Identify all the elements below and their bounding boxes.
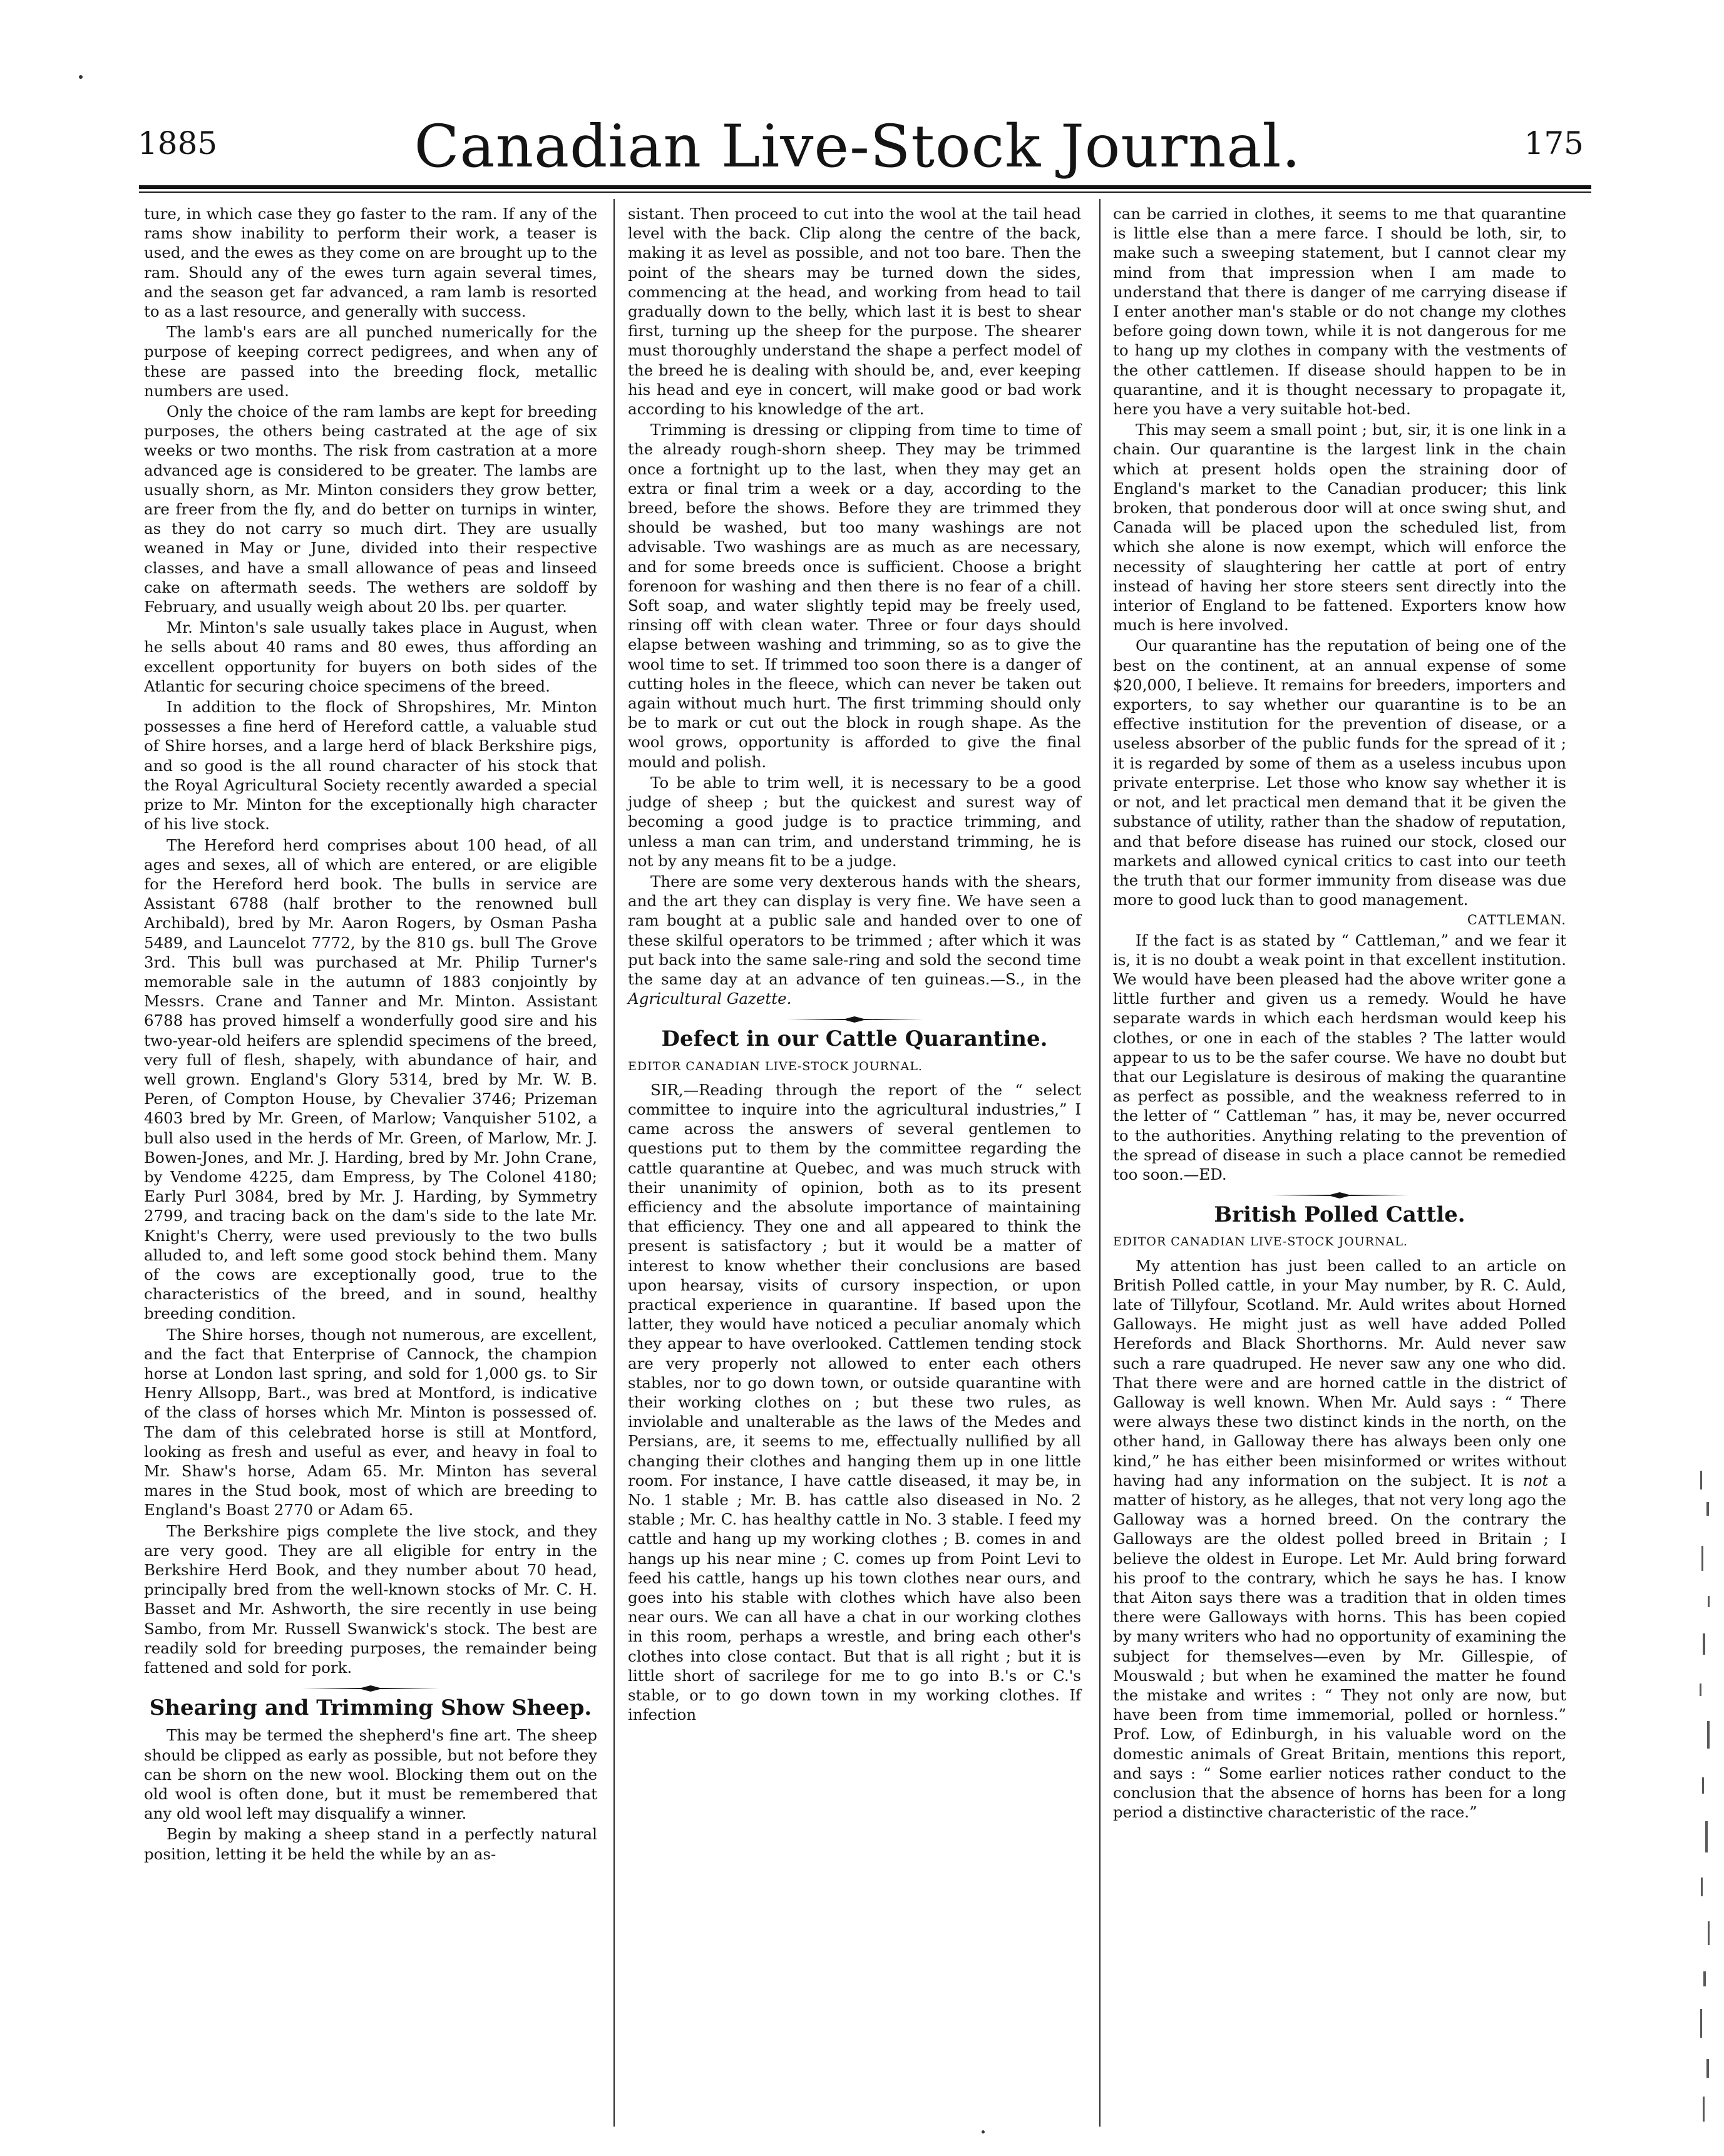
paragraph: Trimming is dressing or clipping from time to time of the already rough-shorn sheep. They may be trimmed once a fortnight up to the last, when they may get an extra or final trim a week or a day, according to the breed, before the shows. Before they are trimmed they should be washed, but too many washings are not advisable. Two washings are as much as are necessary, and for some breeds once is sufficient. Choose a bright forenoon for washing and then there is no fear of a chill. Soft soap, and water slightly tepid may be freely used, rinsing off with clean water. Three or four days should elapse between washing and trimming, so as to give the wool time to set. If trimmed too soon there is a danger of cutting holes in the fleece, which can never be taken out again without much hurt. The first trimming should only be to mark or cut out the block in rough shape. As the wool grows, opportunity is afforded to give the final mould and polish. [628, 421, 1081, 771]
column-divider [613, 199, 615, 2127]
article-heading: Defect in our Cattle Quarantine. [661, 1026, 1048, 1052]
column-1 [144, 204, 597, 1865]
paragraph: can be carried in clothes, it seems to me that quarantine is little else than a mere farce. I should be loth, sir, to make such a sweeping statement, but I cannot clear my mind from that impression when I am made to understand that there is danger of me carrying disease if I enter another man's stable or do not change my clothes before going down town, while it is not dangerous for me to hang up my clothes in company with the vestments of the other cattlemen. If disease should happen to be in quarantine, and it is thought necessary to propagate it, here you have a very suitable hot-bed. [1113, 205, 1566, 419]
source-citation: Agricultural Gazette. [628, 989, 792, 1008]
paragraph-text: a matter of history, as he alleges, that not very long ago the Galloway was a horned breed. On the contrary the Galloways are the oldest polled breed in Britain ; I believe the oldest in Europe. Let Mr. Auld bring forward his proof to the contrary, which he says he has. I know that Aiton says there was a tradition that in olden times there were Galloways with horns. This has been copied by many writers who had no opportunity of examining the subject for themselves—even by Mr. Gillespie, of Mouswald ; but when he examined the matter he found the mistake and writes : “ They not only are now, but have been from time immemorial, polled or hornless.” Prof. Low, of Edinburgh, in his valuable word on the domestic animals of Great Britain, mentions this report, and says : “ Some earlier notices rather conduct to the conclusion that the absence of horns has been for a long period a distinctive characteristic of the race.” [1113, 1471, 1567, 1822]
scan-speck [79, 75, 83, 79]
article-heading: Shearing and Trimming Show Sheep. [149, 1695, 592, 1721]
issue-year: 1885 [138, 125, 218, 161]
letter-signature: CATTLEMAN. [1467, 912, 1566, 928]
page-header [125, 106, 1590, 188]
paragraph-text: There are some very dexterous hands with the shears, and the art they can display is very fine. We have seen a ram bought at a public sale and handed over to one of these skilful operators to be trimmed ; after which it was put back into the same sale-ring and sold the second time the same day at an advance of ten guineas.—S., in the [628, 872, 1081, 988]
paragraph: The Shire horses, though not numerous, are excellent, and the fact that Enterprise of Cannock, the champion horse at London last spring, and sold for 1,000 gs. to Sir Henry Allsopp, Bart., was bred at Montford, is indicative of the class of horses which Mr. Minton is possessed of. The dam of this celebrated horse is still at Montford, looking as fresh and useful as ever, and heavy in foal to Mr. Shaw's horse, Adam 65. Mr. Minton has several mares in the Stud book, most of which are breeding to England's Boast 2770 or Adam 65. [144, 1325, 597, 1520]
paragraph: The Hereford herd comprises about 100 head, of all ages and sexes, all of which are entered, or are eligible for the Hereford herd book. The bulls in service are Assistant 6788 (half brother to the renowned bull Archibald), bred by Mr. Aaron Rogers, by Osman Pasha 5489, and Launcelot 7772, by the 810 gs. bull The Grove 3rd. This bull was purchased at Mr. Philip Turner's memorable sale in the autumn of 1883 conjointly by Messrs. Crane and Tanner and Mr. Minton. Assistant 6788 has proved himself a wonderfully good sire and his two-year-old heifers are splendid specimens of the breed, very full of flesh, shapely, with abundance of hair, and well grown. England's Glory 5314, bred by Mr. W. B. Peren, of Compton House, by Chevalier 3746; Prizeman 4603 bred by Mr. Green, of Marlow; Vanquisher 5102, a bull also used in the herds of Mr. Green, of Marlow, Mr. J. Bowen-Jones, and Mr. J. Harding, bred by Mr. John Crane, by Vendome 4225, dam Empress, by The Colonel 4180; Early Purl 3084, bred by Mr. J. Harding, by Symmetry 2799, and tracing back on the dam's side to the late Mr. Knight's Cherry, were used previously to the two bulls alluded to, and left some good stock behind them. Many of the cows are exceptionally good, true to the characteristics of the breed, and in sound, healthy breeding condition. [144, 835, 597, 1323]
column-divider [1099, 199, 1101, 2127]
paragraph-text: My attention has just been called to an article on British Polled cattle, in your May number, by R. C. Auld, late of Tillyfour, Scotland. Mr. Auld writes about Horned Galloways. He might just as well have added Polled Herefords and Black Shorthorns. Mr. Auld never saw such a rare quadruped. He never saw any one who did. That there were and are horned cattle in the district of Galloway is well known. When Mr. Auld says : “ There were always these two distinct kinds in the north, on the other hand, in Galloway there has always been only one kind,” he has either been misinformed or writes without having had any information on the subject. It is [1113, 1256, 1566, 1489]
scan-edge-artifact [1698, 1471, 1714, 2128]
paragraph: To be able to trim well, it is necessary to be a good judge of sheep ; but the quickest and surest way of becoming a good judge is to practice trimming, and unless a man can trim, and understand trimming, he is not by any means fit to be a judge. [628, 773, 1081, 870]
paragraph: Only the choice of the ram lambs are kept for breeding purposes, the others being castrated at the age of six weeks or two months. The risk from castration at a more advanced age is considered to be greater. The lambs are usually shorn, as Mr. Minton considers they grow better, are freer from the fly, and do better on turnips in winter, as they do not carry so much dirt. They are usually weaned in May or June, divided into their respective classes, and have a small allowance of peas and linseed cake on aftermath seeds. The wethers are soldoff by February, and usually weigh about 20 lbs. per quarter. [144, 402, 597, 616]
editor-salutation: EDITOR CANADIAN LIVE-STOCK JOURNAL. [628, 1059, 923, 1073]
paragraph: Our quarantine has the reputation of being one of the best on the continent, at an annual expense of some $20,000, I believe. It remains for breeders, importers and exporters, to say whether our quarantine is to be an effective institution for the prevention of disease, or a useless absorber of the public funds for the spread of it ; it is regarded by some of them as a useless incubus upon private enterprise. Let those who know say whether it is or not, and let practical men demand that it be given the substance of utility, rather than the shadow of reputation, and that before disease has ruined our stock, closed our markets and allowed cynical critics to cast into our teeth the truth that our former immunity from disease was due more to good luck than to good management. [1113, 636, 1566, 909]
journal-title: Canadian Live-Stock Journal. [414, 113, 1301, 181]
paragraph: The Berkshire pigs complete the live stock, and they are very good. They are all eligible for entry in the Berkshire Herd Book, and they number about 70 head, principally bred from the well-known stocks of Mr. C. H. Basset and Mr. Ashworth, the sire recently in use being Sambo, from Mr. Russell Swanwick's stock. The best are readily sold for breeding purposes, the remainder being fattened and sold for pork. [144, 1521, 597, 1677]
editor-salutation: EDITOR CANADIAN LIVE-STOCK JOURNAL. [1113, 1235, 1408, 1249]
column-3 [1113, 204, 1566, 1823]
paragraph [1113, 1256, 1566, 1822]
emphasis: not [1522, 1471, 1549, 1489]
article-heading: British Polled Cattle. [1214, 1202, 1465, 1228]
paragraph: If the fact is as stated by “ Cattleman,” and we fear it is, it is no doubt a weak point in that excellent institution. We would have been pleased had the above writer gone a little further and given us a remedy. Would he have separate wards in which each herdsman would keep his clothes, or one in each of the stables ? The latter would appear to us to be the safer course. We have no doubt but that our Legislature is desirous of making the quarantine as perfect as possible, and the weakness referred to in the letter of “ Cattleman ” has, it may be, never occurred to the authorities. Anything relating to the prevention of the spread of disease in such a place cannot be remedied too soon.—ED. [1113, 931, 1566, 1183]
scan-speck [982, 2130, 985, 2133]
header-rule-thin [139, 192, 1591, 193]
paragraph [628, 872, 1081, 1008]
section-ornament [302, 1685, 439, 1692]
paragraph: This may seem a small point ; but, sir, it is one link in a chain. Our quarantine is the largest link in the chain which at present holds open the straining door of England's market to the Canadian producer; this link broken, that ponderous door will at once swing shut, and Canada will be placed upon the scheduled list, from which she alone is now exempt, which will enforce the necessity of slaughtering her cattle at port of entry instead of having her store steers sent directly into the interior of England to be fattened. Exporters know how much is here involved. [1113, 421, 1566, 635]
page-number: 175 [1524, 125, 1584, 161]
paragraph: Mr. Minton's sale usually takes place in August, when he sells about 40 rams and 80 ewes, thus affording an excellent opportunity for buyers on both sides of the Atlantic for securing choice specimens of the breed. [144, 618, 597, 695]
paragraph: Begin by making a sheep stand in a perfectly natural position, letting it be held the while by an as- [144, 1825, 597, 1863]
paragraph: ture, in which case they go faster to the ram. If any of the rams show inability to perform their work, a teaser is used, and the ewes as they come on are brought up to the ram. Should any of the ewes turn again several times, and the season get far advanced, a ram lamb is resorted to as a last resource, and generally with success. [144, 205, 597, 321]
paragraph: SIR,—Reading through the report of the “ select committee to inquire into the agricultural industries,” I came across the answers of several gentlemen to questions put to them by the committee regarding the cattle quarantine at Quebec, and was much struck with their unanimity of opinion, both as to its present efficiency and the absolute importance of maintaining that efficiency. They one and all appeared to think the present is satisfactory ; but it would be a matter of interest to know whether their conclusions are based upon hearsay, visits of cursory inspection, or upon practical experience in quarantine. If based upon the latter, they would have noticed a peculiar anomaly which they appear to have overlooked. Cattlemen tending stock are very properly not allowed to enter each others stables, nor to go down town, or outside quarantine with their working clothes on ; but these two rules, as inviolable and unalterable as the laws of the Medes and Persians, are, it seems to me, effectually nullified by all changing their clothes and hanging them up in one little room. For instance, I have cattle diseased, it may be, in No. 1 stable ; Mr. B. has cattle also diseased in No. 2 stable ; Mr. C. has healthy cattle in No. 3 stable. I feed my cattle and hang up my working clothes ; B. comes in and hangs up his near mine ; C. comes up from Point Levi to feed his cattle, hangs up his town clothes near ours, and goes into his stable with clothes which have also been near ours. We can all have a chat in our working clothes in this room, perhaps a wrestle, and bring each other's clothes into close contact. But that is all right ; but it is little short of sacrilege for me to go into B.'s or C.'s stable, or to go down town in my working clothes. If infection [628, 1080, 1081, 1724]
section-ornament [786, 1016, 923, 1023]
paragraph: This may be termed the shepherd's fine art. The sheep should be clipped as early as possible, but not before they can be shorn on the new wool. Blocking them out on the old wool is often done, but it must be remembered that any old wool left may disqualify a winner. [144, 1726, 597, 1823]
paragraph: The lamb's ears are all punched numerically for the purpose of keeping correct pedigrees, and when any of these are passed into the breeding flock, metallic numbers are used. [144, 323, 597, 400]
paragraph: In addition to the flock of Shropshires, Mr. Minton possesses a fine herd of Hereford cattle, a valuable stud of Shire horses, and a large herd of black Berkshire pigs, and so good is the all round character of his stock that the Royal Agricultural Society recently awarded a special prize to Mr. Minton for the exceptionally high character of his live stock. [144, 698, 597, 834]
section-ornament [1271, 1192, 1408, 1199]
paragraph: sistant. Then proceed to cut into the wool at the tail head level with the back. Clip along the centre of the back, making it as level as possible, and not too bare. Then the point of the shears may be turned down the sides, commencing at the head, and working from head to tail gradually down to the belly, which last it is best to shear first, turning up the sheep for the purpose. The shearer must thoroughly understand the shape a perfect model of the breed he is dealing with should be, and, ever keeping his head and eye in concert, will make good or bad work according to his knowledge of the art. [628, 205, 1081, 419]
header-rule [139, 185, 1591, 189]
column-2 [628, 204, 1081, 1725]
